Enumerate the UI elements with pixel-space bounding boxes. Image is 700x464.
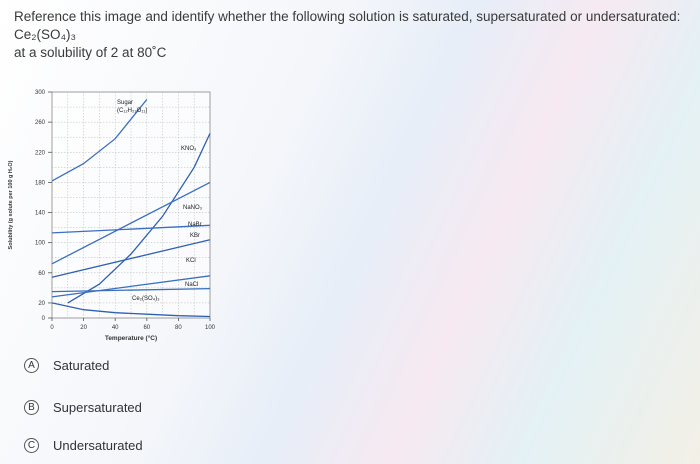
x-tick-label: 80 <box>175 325 182 331</box>
question-line-3: at a solubility of 2 at 80˚C <box>14 45 167 60</box>
y-tick-label: 0 <box>41 316 45 322</box>
series-label: KBr <box>190 233 201 239</box>
x-tick-label: 100 <box>204 325 216 331</box>
y-tick-label: 180 <box>34 180 45 187</box>
x-tick-label: 20 <box>80 325 87 331</box>
series-label: NaNO₃ <box>183 205 203 211</box>
series-label: Ce₂(SO₄)₃ <box>132 296 160 302</box>
question-text <box>14 8 680 62</box>
x-tick-label: 0 <box>50 325 54 331</box>
y-tick-label: 140 <box>34 210 45 217</box>
solubility-chart <box>0 80 230 350</box>
option-a[interactable] <box>24 358 109 373</box>
x-axis-label: Temperature (°C) <box>104 335 158 342</box>
y-tick-label: 100 <box>34 240 45 247</box>
option-c[interactable] <box>24 438 143 453</box>
series-label: NaBr <box>188 222 202 228</box>
option-b-label: Supersaturated <box>53 400 142 415</box>
option-a-radio[interactable]: A <box>24 358 39 373</box>
option-a-label: Saturated <box>53 358 110 373</box>
series-label-formula: (C₁₂H₂₂O₁₁) <box>117 108 148 114</box>
y-tick-label: 220 <box>34 150 45 157</box>
option-b[interactable] <box>24 400 142 415</box>
option-c-label: Undersaturated <box>53 438 143 453</box>
series-label: KCl <box>186 258 196 264</box>
y-tick-label: 60 <box>38 270 45 277</box>
question-line-1: Reference this image and identify whether the following solution is saturated, supersaturated or undersaturated: <box>14 9 681 24</box>
series-label: Sugar <box>117 100 134 106</box>
solubility-chart-svg <box>0 80 230 350</box>
option-b-radio[interactable]: B <box>24 400 39 415</box>
x-tick-label: 40 <box>111 325 119 331</box>
x-tick-label: 60 <box>143 325 151 331</box>
y-axis-label: Solubility (g solute per 100 g H₂O) <box>8 160 14 250</box>
y-tick-label: 20 <box>38 300 45 307</box>
series-label: NaCl <box>185 282 199 288</box>
option-c-radio[interactable]: C <box>24 438 39 453</box>
series-label: KNO₃ <box>181 146 197 152</box>
y-tick-label: 260 <box>34 120 45 127</box>
y-tick-label: 300 <box>34 90 45 96</box>
question-compound: Ce₂(SO₄)₃ <box>14 27 77 42</box>
